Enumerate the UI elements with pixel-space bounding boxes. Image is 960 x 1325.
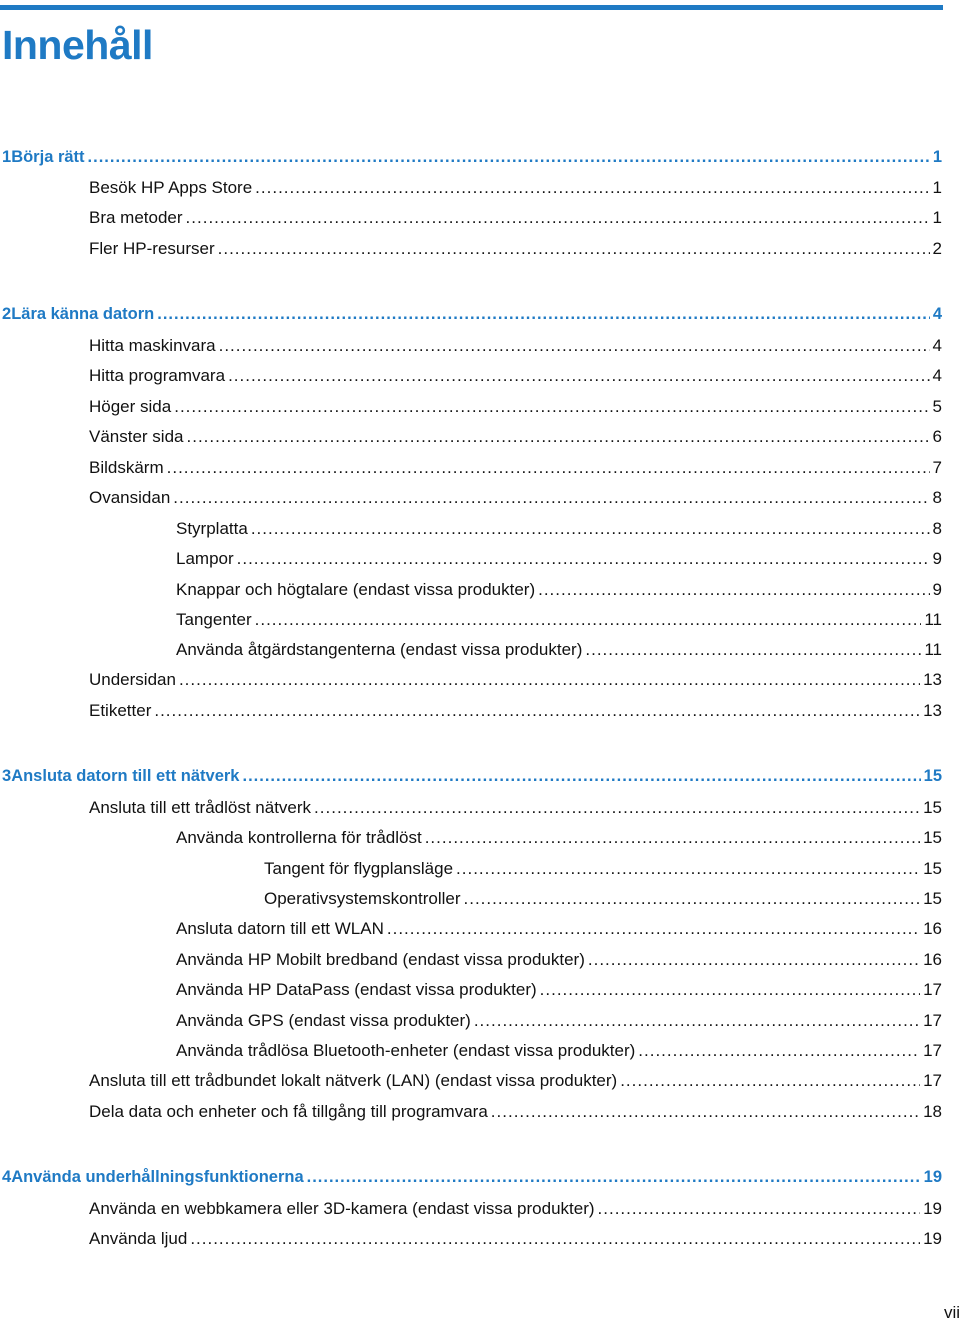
toc-page-number: 1: [932, 178, 942, 197]
dot-leader: [190, 1227, 920, 1251]
toc-entry[interactable]: [176, 826, 942, 850]
toc-entry-label: Använda en webbkamera eller 3D-kamera (endast vissa produkter): [89, 1199, 595, 1218]
toc-page-number: 16: [923, 950, 942, 969]
toc-entry[interactable]: [176, 547, 942, 571]
toc-entry-label: Ansluta datorn till ett nätverk: [11, 767, 240, 785]
dot-leader: [242, 764, 920, 788]
toc-page-number: 7: [932, 458, 942, 477]
toc-entry-label: Använda trådlösa Bluetooth-enheter (endast vissa produkter): [176, 1041, 636, 1060]
toc-page-number: 11: [924, 640, 942, 659]
toc-entry-label: Använda åtgärdstangenterna (endast vissa produkter): [176, 640, 583, 659]
toc-entry[interactable]: [89, 206, 942, 230]
toc-entry[interactable]: [176, 608, 942, 632]
page-title: Innehåll: [2, 22, 153, 68]
toc-page-number: 11: [924, 610, 942, 629]
toc-page-number: 15: [923, 767, 942, 785]
top-rule: [0, 5, 943, 10]
dot-leader: [88, 145, 930, 169]
dot-leader: [491, 1100, 920, 1124]
toc-page-number: 19: [923, 1168, 942, 1186]
toc-entry-label: Lampor: [176, 549, 234, 568]
toc-page-number: 13: [923, 670, 942, 689]
toc-page-number: 16: [923, 919, 942, 938]
toc-entry-label: Bildskärm: [89, 458, 164, 477]
toc-chapter-entry[interactable]: [2, 1165, 942, 1189]
toc-entry-label: Ansluta till ett trådbundet lokalt nätverk (LAN) (endast vissa produkter): [89, 1071, 618, 1090]
toc-entry[interactable]: [176, 1009, 942, 1033]
toc-page-number: 1: [932, 208, 942, 227]
toc-entry-label: Använda underhållningsfunktionerna: [11, 1168, 304, 1186]
toc-entry[interactable]: [264, 857, 942, 881]
toc-page-number: 4: [932, 366, 942, 385]
toc-entry[interactable]: [89, 486, 942, 510]
dot-leader: [218, 237, 930, 261]
dot-leader: [255, 176, 929, 200]
chapter-number: 2: [2, 305, 12, 323]
toc-entry-label: Lära känna datorn: [11, 305, 155, 323]
toc-entry[interactable]: [176, 638, 942, 662]
toc-entry-label: Använda HP DataPass (endast vissa produkter): [176, 980, 537, 999]
dot-leader: [585, 638, 921, 662]
dot-leader: [187, 425, 930, 449]
toc-page-number: 15: [923, 889, 942, 908]
dot-leader: [638, 1039, 920, 1063]
dot-leader: [425, 826, 920, 850]
toc-page-number: 8: [932, 488, 942, 507]
page-number: vii: [943, 1303, 960, 1322]
toc-page-number: 9: [932, 580, 942, 599]
toc-entry-label: Hitta maskinvara: [89, 336, 216, 355]
chapter-number: 4: [2, 1168, 12, 1186]
toc-entry-label: Dela data och enheter och få tillgång till programvara: [89, 1102, 488, 1121]
toc-entry-label: Hitta programvara: [89, 366, 226, 385]
toc-page-number: 17: [923, 980, 942, 999]
toc-entry[interactable]: [89, 237, 942, 261]
toc-entry[interactable]: [89, 425, 942, 449]
toc-entry[interactable]: [89, 699, 942, 723]
dot-leader: [186, 206, 930, 230]
toc-entry[interactable]: [176, 1039, 942, 1063]
toc-entry[interactable]: [89, 334, 942, 358]
toc-entry[interactable]: [89, 1100, 942, 1124]
toc-entry-label: Etiketter: [89, 701, 152, 720]
toc-entry-label: Bra metoder: [89, 208, 183, 227]
toc-page-number: 5: [932, 397, 942, 416]
toc-entry[interactable]: [89, 1069, 942, 1093]
toc-page-number: 2: [932, 239, 942, 258]
dot-leader: [307, 1165, 921, 1189]
dot-leader: [228, 364, 929, 388]
toc-entry[interactable]: [89, 1197, 942, 1221]
toc-entry-label: Vänster sida: [89, 427, 184, 446]
toc-entry[interactable]: [176, 948, 942, 972]
toc-entry[interactable]: [89, 456, 942, 480]
toc-page-number: 9: [932, 549, 942, 568]
toc-entry[interactable]: [264, 887, 942, 911]
dot-leader: [538, 578, 929, 602]
dot-leader: [173, 486, 929, 510]
toc-entry[interactable]: [176, 517, 942, 541]
toc-page-number: 19: [923, 1229, 942, 1248]
dot-leader: [598, 1197, 921, 1221]
dot-leader: [251, 517, 930, 541]
toc-entry[interactable]: [89, 668, 942, 692]
toc-page-number: 15: [923, 859, 942, 878]
dot-leader: [219, 334, 930, 358]
dot-leader: [174, 395, 929, 419]
toc-page-number: 15: [923, 798, 942, 817]
toc-entry-label: Fler HP-resurser: [89, 239, 215, 258]
dot-leader: [620, 1069, 920, 1093]
toc-entry-label: Ansluta till ett trådlöst nätverk: [89, 798, 312, 817]
toc-chapter-entry[interactable]: [2, 302, 942, 326]
toc-entry-label: Använda kontrollerna för trådlöst: [176, 828, 422, 847]
toc-entry-label: Använda ljud: [89, 1229, 188, 1248]
toc-entry-label: Knappar och högtalare (endast vissa produkter): [176, 580, 536, 599]
toc-entry-label: Ansluta datorn till ett WLAN: [176, 919, 384, 938]
toc-page-number: 1: [932, 148, 942, 166]
dot-leader: [167, 456, 930, 480]
chapter-number: 1: [2, 148, 12, 166]
dot-leader: [157, 302, 930, 326]
toc-entry[interactable]: [176, 578, 942, 602]
toc-page-number: 4: [932, 305, 942, 323]
dot-leader: [456, 857, 920, 881]
toc-entry-label: Styrplatta: [176, 519, 248, 538]
toc-page-number: 18: [923, 1102, 942, 1121]
toc-page-number: 17: [923, 1041, 942, 1060]
toc-entry[interactable]: [89, 796, 942, 820]
toc-entry[interactable]: [176, 978, 942, 1002]
dot-leader: [179, 668, 920, 692]
toc-entry[interactable]: [89, 395, 942, 419]
toc-page-number: 6: [932, 427, 942, 446]
toc-entry[interactable]: [89, 176, 942, 200]
toc-entry[interactable]: [89, 1227, 942, 1251]
toc-entry[interactable]: [89, 364, 942, 388]
toc-page-number: 17: [923, 1011, 942, 1030]
chapter-number: 3: [2, 767, 12, 785]
toc-chapter-entry[interactable]: [2, 145, 942, 169]
toc-entry-label: Tangent för flygplansläge: [264, 859, 454, 878]
toc-chapter-entry[interactable]: [2, 764, 942, 788]
dot-leader: [588, 948, 920, 972]
dot-leader: [237, 547, 930, 571]
toc-entry[interactable]: [176, 917, 942, 941]
dot-leader: [474, 1009, 920, 1033]
toc-entry-label: Börja rätt: [11, 148, 85, 166]
toc-page-number: 15: [923, 828, 942, 847]
toc-entry-label: Höger sida: [89, 397, 172, 416]
dot-leader: [464, 887, 921, 911]
toc-page-number: 13: [923, 701, 942, 720]
dot-leader: [387, 917, 920, 941]
dot-leader: [540, 978, 920, 1002]
toc-entry-label: Använda HP Mobilt bredband (endast vissa produkter): [176, 950, 585, 969]
toc-page-number: 17: [923, 1071, 942, 1090]
toc-page-number: 19: [923, 1199, 942, 1218]
dot-leader: [314, 796, 920, 820]
dot-leader: [255, 608, 922, 632]
toc-entry-label: Undersidan: [89, 670, 176, 689]
toc-page-number: 4: [932, 336, 942, 355]
toc-entry-label: Ovansidan: [89, 488, 171, 507]
toc-entry-label: Besök HP Apps Store: [89, 178, 253, 197]
dot-leader: [154, 699, 920, 723]
toc-entry-label: Använda GPS (endast vissa produkter): [176, 1011, 471, 1030]
toc-entry-label: Operativsystemskontroller: [264, 889, 461, 908]
toc-page-number: 8: [932, 519, 942, 538]
toc-entry-label: Tangenter: [176, 610, 252, 629]
